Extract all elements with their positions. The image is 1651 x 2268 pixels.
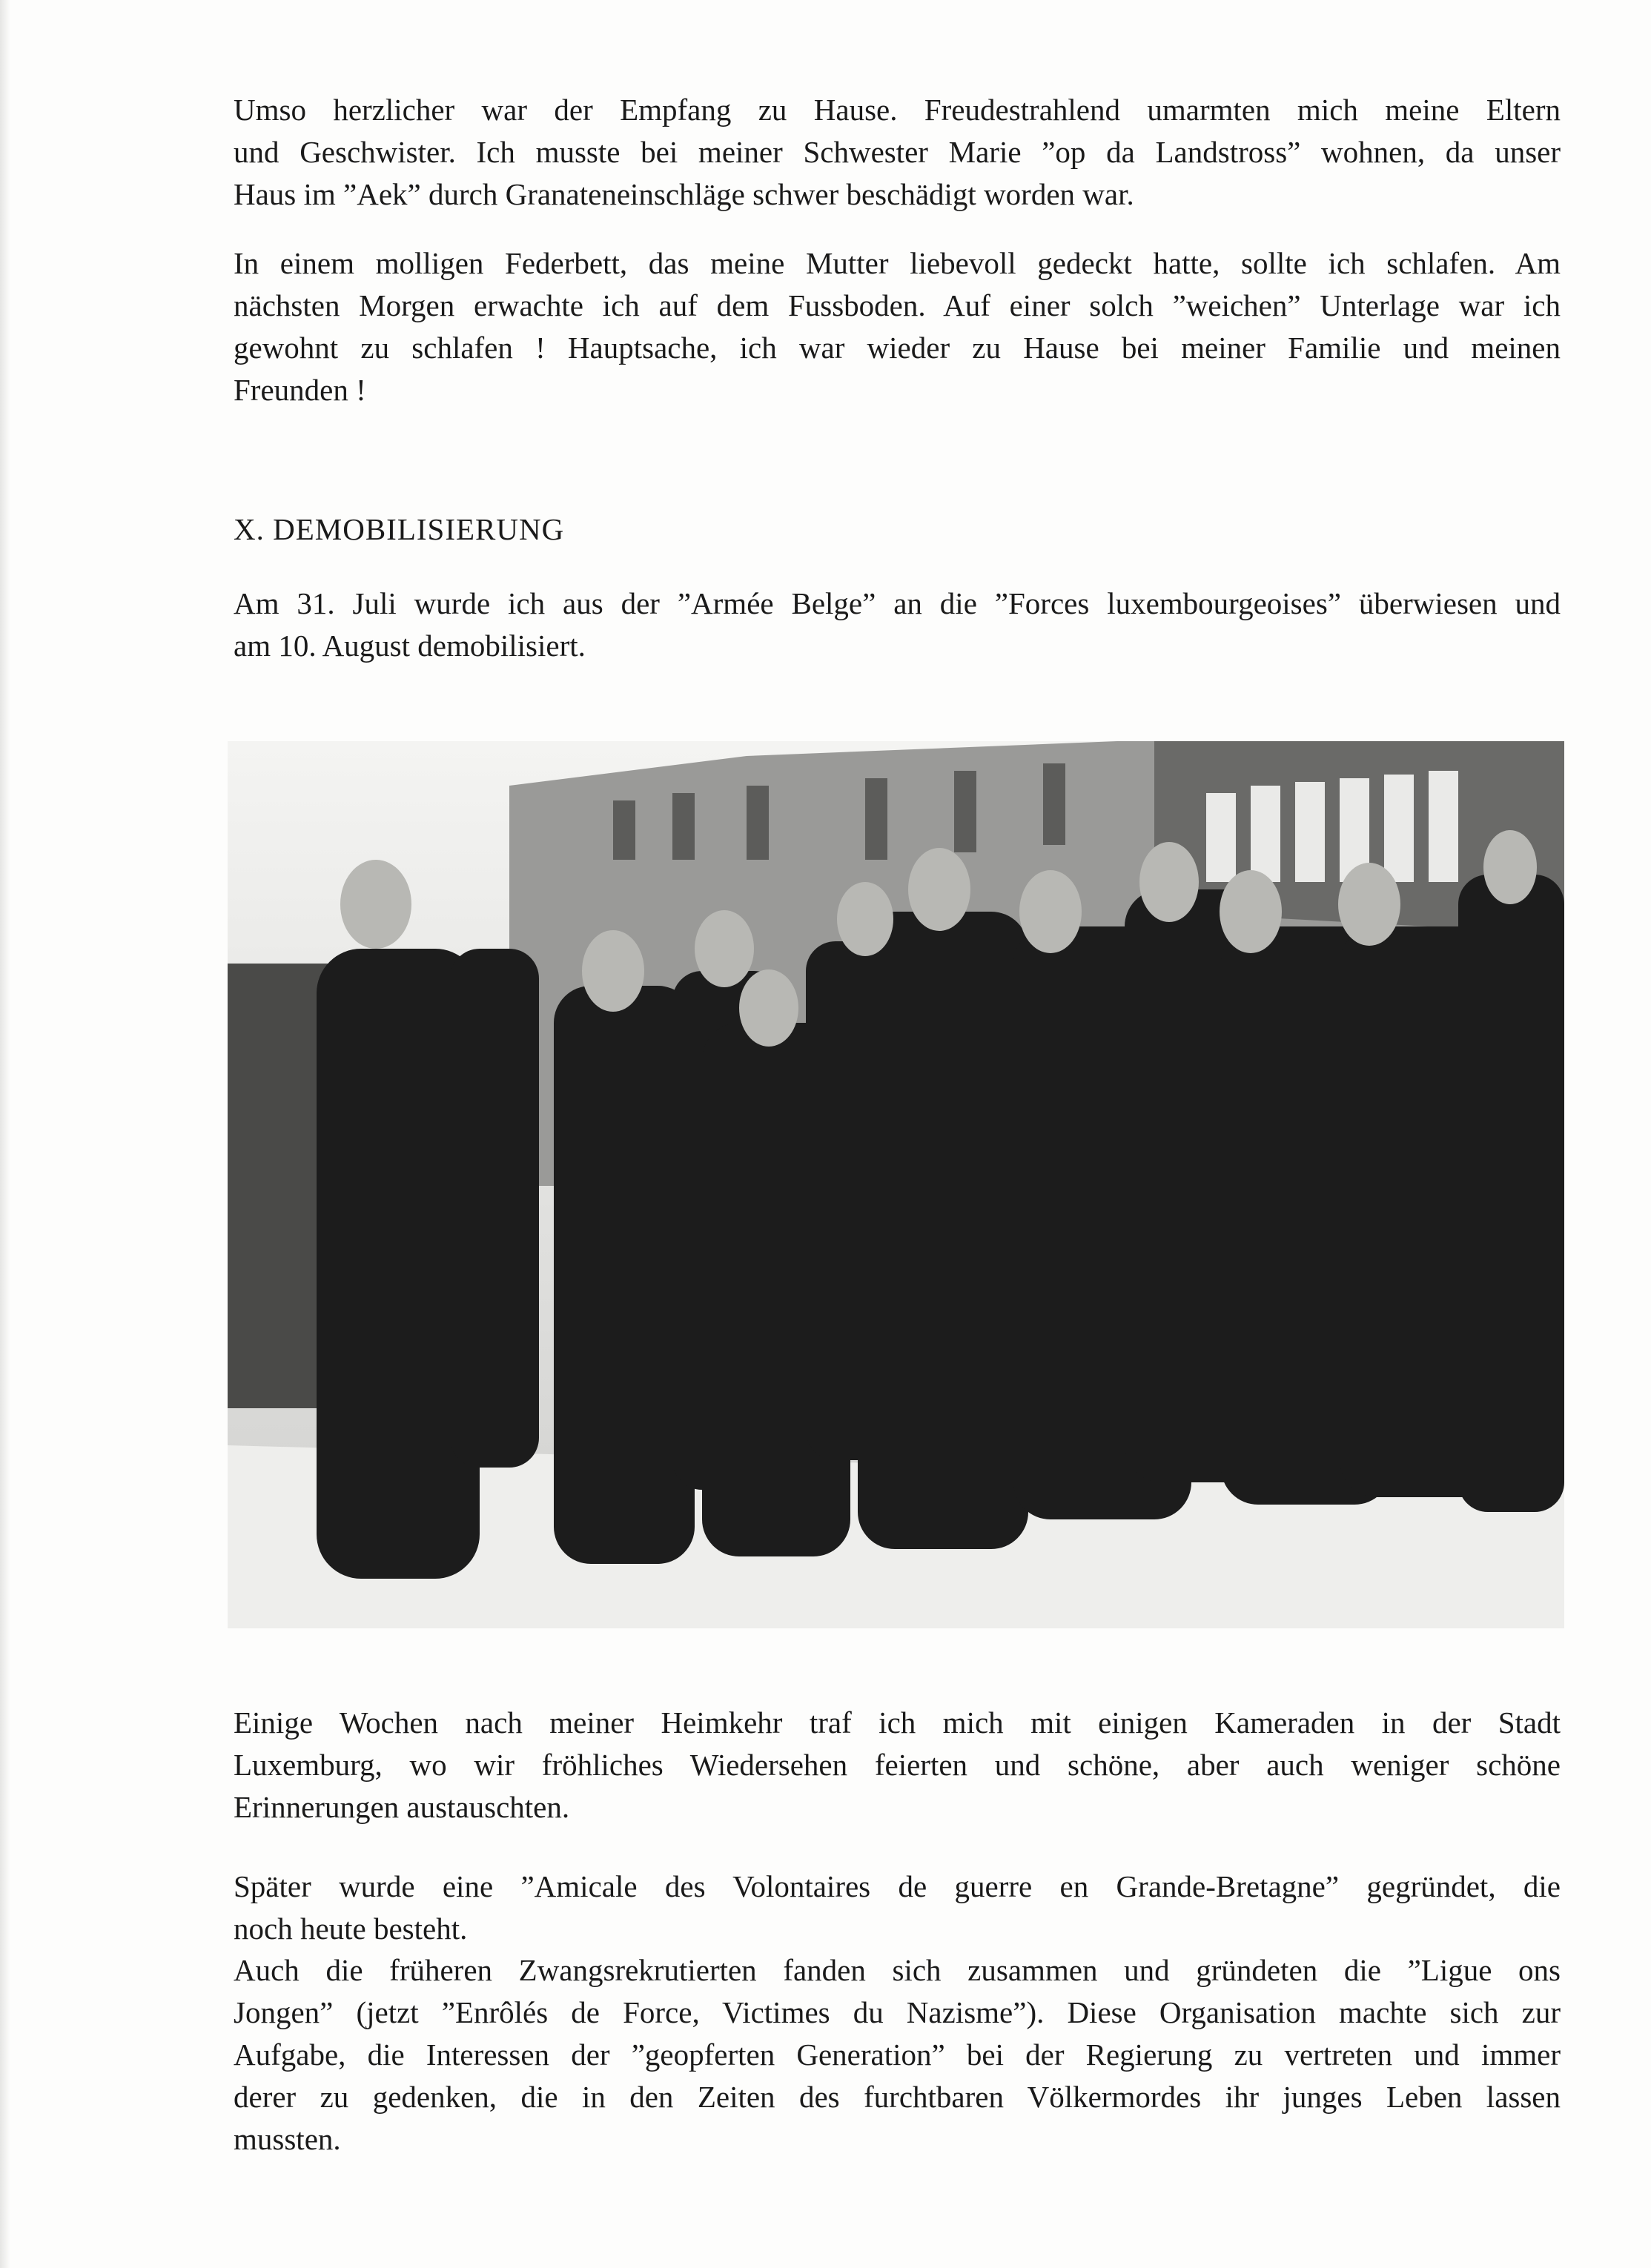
paragraph-homecoming xyxy=(234,89,1561,216)
group-photo xyxy=(228,741,1564,1628)
text-line: Luxemburg, wo wir fröhliches Wiedersehen feierten und schöne, aber auch weniger schöne xyxy=(234,1748,1561,1782)
paragraph-ligue xyxy=(234,1949,1561,2161)
text-line: Auch die früheren Zwangsrekrutierten fanden sich zusammen und gründeten die ”Ligue ons xyxy=(234,1953,1561,1987)
scan-edge-shadow xyxy=(0,0,10,2268)
text-line: am 10. August demobilisiert. xyxy=(234,629,586,663)
section-heading: X. DEMOBILISIERUNG xyxy=(234,512,565,546)
paragraph-demobilization xyxy=(234,583,1561,667)
text-line: In einem molligen Federbett, das meine Mutter liebevoll gedeckt hatte, sollte ich schlafen. Am xyxy=(234,246,1561,280)
text-line: und Geschwister. Ich musste bei meiner Schwester Marie ”op da Landstross” wohnen, da unser xyxy=(234,135,1561,169)
text-line: Einige Wochen nach meiner Heimkehr traf ich mich mit einigen Kameraden in der Stadt xyxy=(234,1705,1561,1740)
photo-soldiers-group xyxy=(228,741,1564,1628)
text-line: Aufgabe, die Interessen der ”geopferten Generation” bei der Regierung zu vertreten und immer xyxy=(234,2037,1561,2072)
text-line: Jongen” (jetzt ”Enrôlés de Force, Victimes du Nazisme”). Diese Organisation machte sich zur xyxy=(234,1995,1561,2029)
text-line: Freunden ! xyxy=(234,373,366,407)
text-line: gewohnt zu schlafen ! Hauptsache, ich war wieder zu Hause bei meiner Familie und meinen xyxy=(234,331,1561,365)
text-line: Erinnerungen austauschten. xyxy=(234,1790,570,1824)
text-line: derer zu gedenken, die in den Zeiten des furchtbaren Völkermordes ihr junges Leben lassen xyxy=(234,2080,1561,2114)
text-line: Später wurde eine ”Amicale des Volontaires de guerre en Grande-Bretagne” gegründet, die xyxy=(234,1869,1561,1903)
paragraph-amicale xyxy=(234,1866,1561,1950)
paragraph-comrades xyxy=(234,1702,1561,1828)
text-line: noch heute besteht. xyxy=(234,1911,468,1946)
text-line: nächsten Morgen erwachte ich auf dem Fussboden. Auf einer solch ”weichen” Unterlage war ich xyxy=(234,288,1561,322)
text-line: mussten. xyxy=(234,2122,341,2156)
paragraph-featherbed xyxy=(234,242,1561,411)
text-line: Umso herzlicher war der Empfang zu Hause. Freudestrahlend umarmten mich meine Eltern xyxy=(234,93,1561,127)
text-line: Am 31. Juli wurde ich aus der ”Armée Belge” an die ”Forces luxembourgeoises” überwiesen und xyxy=(234,586,1561,620)
text-line: Haus im ”Aek” durch Granateneinschläge schwer beschädigt worden war. xyxy=(234,177,1134,211)
